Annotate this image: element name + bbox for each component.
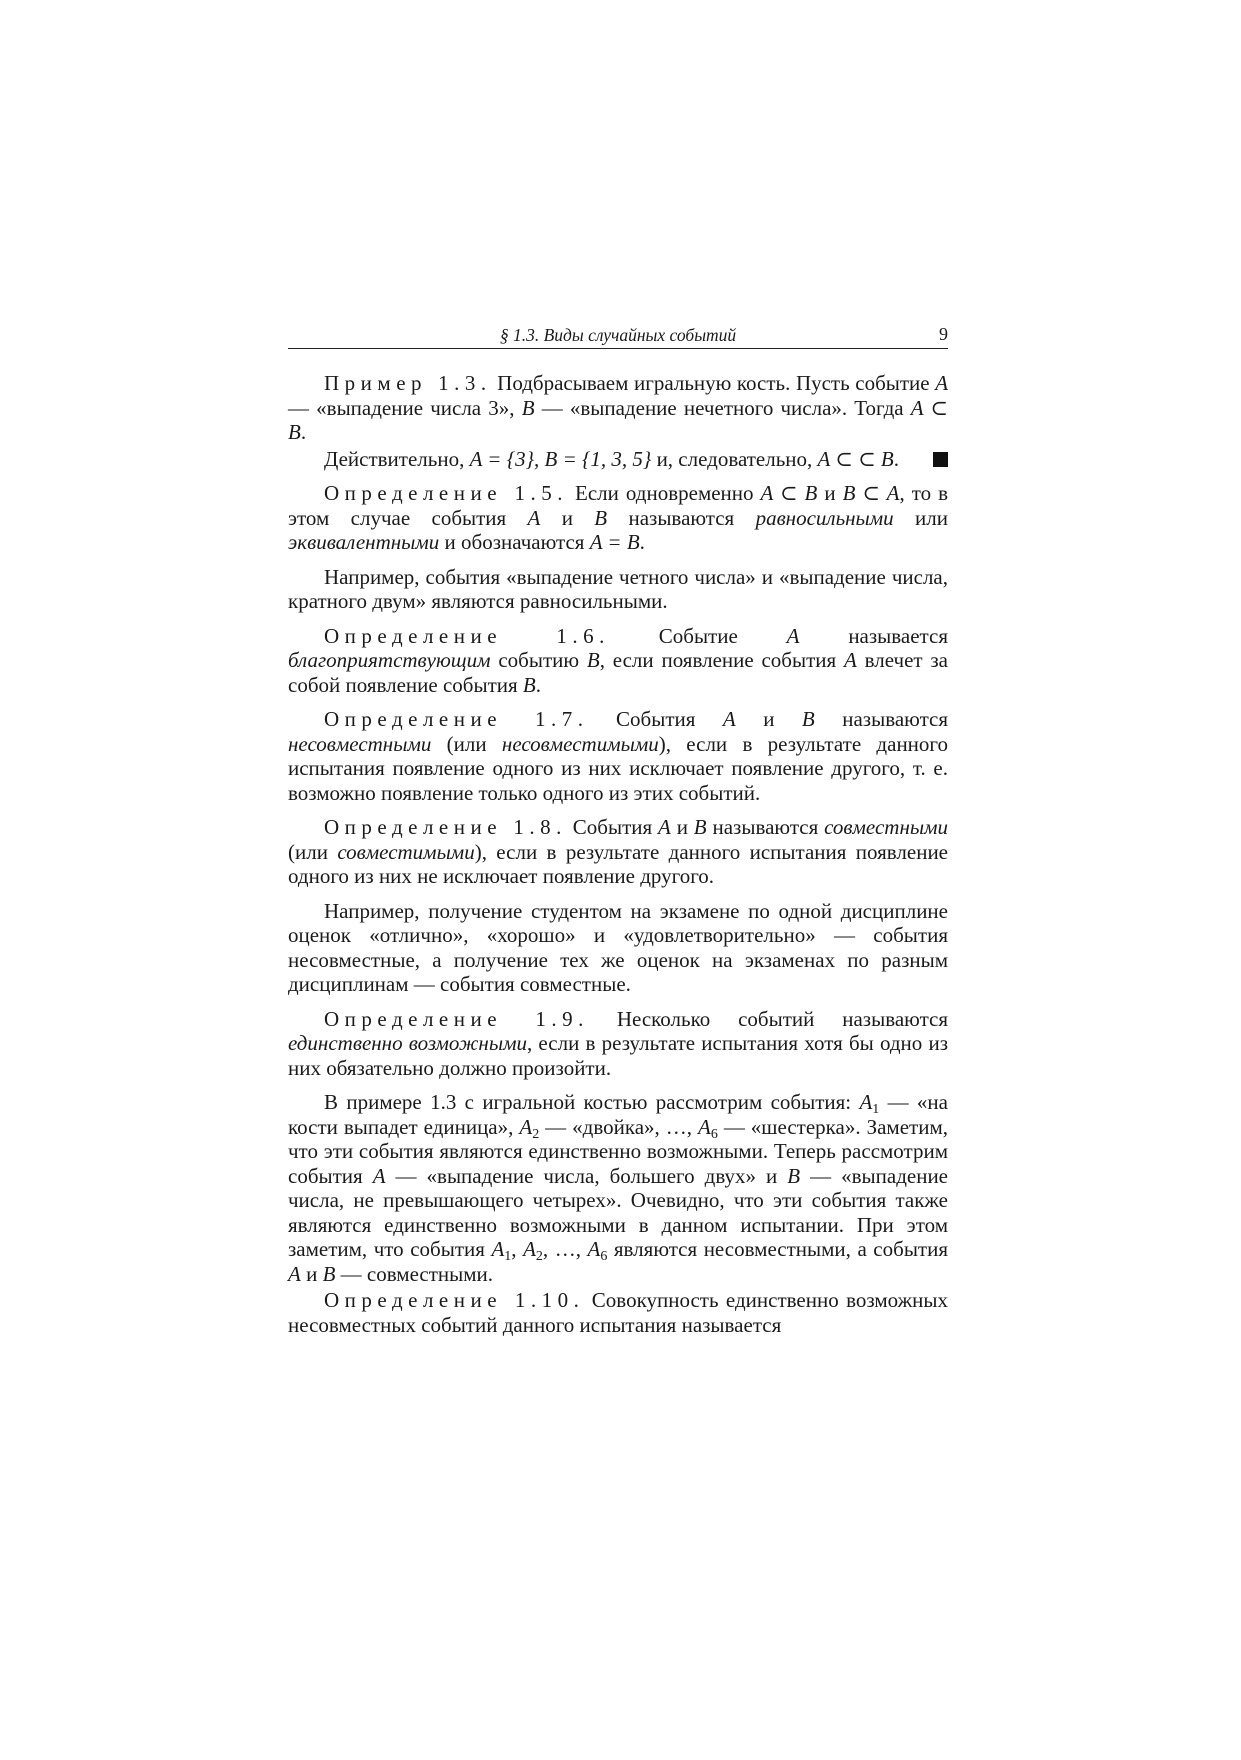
text: и xyxy=(300,1261,323,1286)
definition-1-6 xyxy=(288,624,948,698)
term: совместными xyxy=(824,815,948,839)
math: B xyxy=(322,1261,336,1286)
math: A xyxy=(843,648,857,672)
definition-label: Определение 1.5. xyxy=(324,481,569,505)
end-of-proof-square-icon xyxy=(933,452,948,467)
subscript: 2 xyxy=(532,1126,540,1142)
subscript: 6 xyxy=(710,1126,718,1142)
section-title: § 1.3. Виды случайных событий xyxy=(499,325,737,345)
text: , …, xyxy=(542,1237,588,1261)
text: Событие xyxy=(609,623,787,648)
math: B xyxy=(801,707,815,731)
term: совместимыми xyxy=(337,839,475,864)
example-exams: Например, получение студентом на экзамене по одной дисциплине оценок «отлично», «хорошо» и «удовлетворительно» — события несовместные, а получение тех же оценок на экзаменах по разным дисциплинам — события совместные. xyxy=(288,898,948,996)
book-page xyxy=(288,322,948,1347)
text: — «шестерка». Заметим, что эти события являются единственно возможными. Теперь рассмотрим события xyxy=(288,1114,948,1188)
text: , то в этом случае события xyxy=(288,481,948,530)
math: A xyxy=(786,623,800,648)
definition-1-9 xyxy=(288,1007,948,1081)
text: , если в результате испытания хотя бы одно из них обязательно должно произойти. xyxy=(288,1031,948,1080)
text: Действительно, xyxy=(324,446,470,471)
running-header xyxy=(288,322,948,349)
math: A xyxy=(527,505,541,530)
example-equivalent: Например, события «выпадение четного числа» и «выпадение числа, кратного двум» являются равносильными. xyxy=(288,564,948,613)
definition-1-7 xyxy=(288,707,948,805)
definition-label: Определение 1.10. xyxy=(324,1288,585,1312)
subscript: 6 xyxy=(600,1249,608,1264)
text: События xyxy=(588,707,723,731)
term: благоприятствующим xyxy=(288,648,491,672)
definition-1-10 xyxy=(288,1288,948,1337)
text: — «выпадение числа, не превышающего четырех». Очевидно, что эти события также являются единственно возможными в данном испытании. При этом заметим, что события xyxy=(288,1163,948,1261)
text: (или xyxy=(288,839,338,864)
definition-label: Определение 1.8. xyxy=(324,815,567,839)
subscript: 2 xyxy=(535,1249,543,1264)
page-body xyxy=(288,371,948,1337)
text: — «на кости выпадет единица», xyxy=(288,1090,948,1139)
math: A xyxy=(372,1163,386,1188)
math: A xyxy=(519,1114,533,1139)
math: B xyxy=(594,505,608,530)
text: и xyxy=(670,815,694,839)
term: единственно возможными xyxy=(288,1031,527,1055)
definition-label: Определение 1.6. xyxy=(324,623,610,648)
text: и, следовательно, xyxy=(651,446,818,471)
page-number: 9 xyxy=(939,324,948,344)
text: называются xyxy=(814,707,948,731)
text: . xyxy=(639,530,645,554)
text: В примере 1.3 с игральной костью рассмотрим события: xyxy=(324,1090,860,1114)
text: ), если в результате данного испытания появление одного из них не исключает появление другого. xyxy=(288,839,949,888)
text: и xyxy=(540,505,595,530)
definition-1-5 xyxy=(288,481,948,555)
text: . xyxy=(893,446,900,471)
math: B xyxy=(693,815,707,839)
example-1-3-proof xyxy=(288,447,948,472)
math: B xyxy=(586,648,600,672)
text: событию xyxy=(490,648,587,672)
definition-label: Определение 1.9. xyxy=(324,1006,589,1031)
text: называется xyxy=(799,623,948,648)
math: A xyxy=(658,815,671,839)
text: и xyxy=(817,481,843,505)
math: A xyxy=(288,1261,301,1286)
math: B ⊂ A xyxy=(842,481,900,505)
example-label: Пример 1.3. xyxy=(324,371,492,395)
math: A ⊂ ⊂ B xyxy=(817,446,894,471)
math: B xyxy=(787,1163,801,1188)
example-1-3 xyxy=(288,371,948,445)
text: Если одновременно xyxy=(568,481,761,505)
text: называются xyxy=(607,505,756,530)
text: , xyxy=(511,1237,524,1261)
math: A xyxy=(859,1090,873,1114)
math: A = B xyxy=(589,530,640,554)
text: влечет за собой появление события xyxy=(288,648,949,697)
text: являются несовместными, а события xyxy=(607,1237,948,1261)
math: A xyxy=(491,1237,505,1261)
term: несовместимыми xyxy=(501,731,659,756)
text: — «выпадение числа, большего двух» и xyxy=(385,1163,788,1188)
math: B xyxy=(521,395,535,420)
text: (или xyxy=(431,731,502,756)
subscript: 1 xyxy=(504,1249,512,1264)
text: Несколько событий называются xyxy=(588,1006,948,1031)
math: A = {3}, B = {1, 3, 5} xyxy=(469,446,652,471)
example-dice-events xyxy=(288,1090,948,1286)
subscript: 1 xyxy=(872,1102,880,1117)
math: A ⊂ B xyxy=(760,481,818,505)
text: . xyxy=(300,420,307,444)
text: Совокупность единственно возможных несовместных событий данного испытания называется xyxy=(288,1288,948,1337)
text: . xyxy=(535,672,541,697)
math: A ⊂ B xyxy=(288,395,948,444)
text: ), если в результате данного испытания появление одного из них исключает появление другого, т. е. возможно появление только одного из этих событий. xyxy=(288,731,949,805)
term: эквивалентными xyxy=(288,530,440,554)
math: A xyxy=(523,1237,536,1261)
text: , если появление события xyxy=(599,648,844,672)
text: и xyxy=(735,707,802,731)
text: и обозначаются xyxy=(439,530,590,554)
definition-label: Определение 1.7. xyxy=(324,707,589,731)
text: или xyxy=(893,505,948,530)
math: A xyxy=(722,707,736,731)
text: — «двойка», …, xyxy=(539,1114,699,1139)
math: A xyxy=(587,1237,601,1261)
text: — совместными. xyxy=(335,1261,494,1286)
text: — «выпадение числа 3», xyxy=(288,395,522,420)
text: — «выпадение нечетного числа». Тогда xyxy=(534,395,911,420)
text: называются xyxy=(706,815,825,839)
math: A xyxy=(698,1114,711,1139)
text: Подбрасываем игральную кость. Пусть событие xyxy=(491,371,936,395)
text: События xyxy=(566,815,659,839)
term: несовместными xyxy=(288,731,432,756)
math: B xyxy=(522,672,536,697)
term: равносильными xyxy=(755,505,894,530)
definition-1-8 xyxy=(288,815,948,889)
math: A xyxy=(935,371,949,395)
